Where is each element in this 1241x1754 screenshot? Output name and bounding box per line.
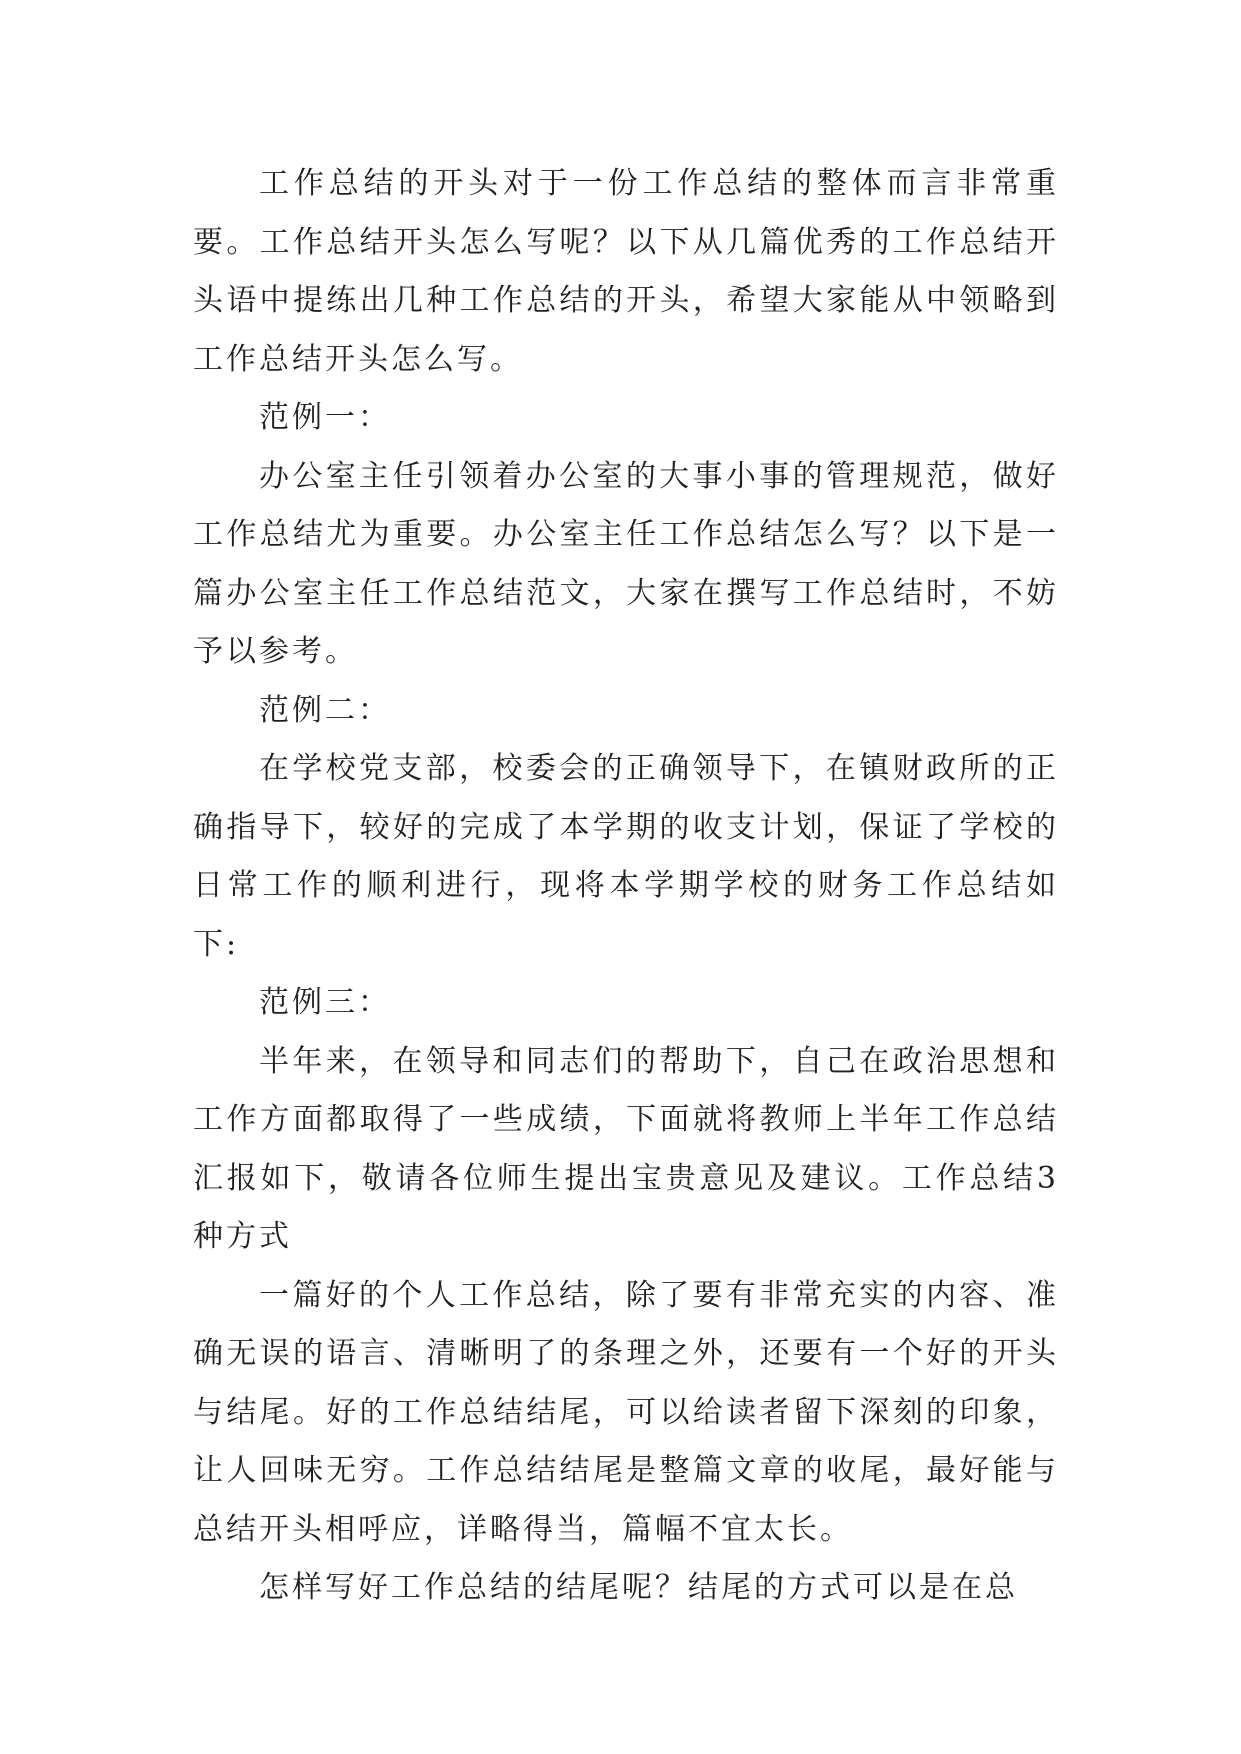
example-heading-3: 范例三： xyxy=(259,985,391,1020)
example-heading-1: 范例一： xyxy=(259,400,391,435)
document-body xyxy=(193,155,1059,1618)
paragraph-intro: 工作总结的开头对于一份工作总结的整体而言非常重要。工作总结开头怎么写呢？以下从几篇优秀的工作总结开头语中提练出几种工作总结的开头，希望大家能从中领略到工作总结开头怎么写。 xyxy=(193,166,1059,377)
paragraph-example-3: 半年来，在领导和同志们的帮助下，自己在政治思想和工作方面都取得了一些成绩，下面就将教师上半年工作总结汇报如下，敬请各位师生提出宝贵意见及建议。工作总结3种方式 xyxy=(193,1043,1059,1254)
example-heading-2: 范例二： xyxy=(259,692,391,728)
paragraph-example-1: 办公室主任引领着办公室的大事小事的管理规范，做好工作总结尤为重要。办公室主任工作总结怎么写？以下是一篇办公室主任工作总结范文，大家在撰写工作总结时，不妨予以参考。 xyxy=(193,458,1059,669)
paragraph-example-2: 在学校党支部，校委会的正确领导下，在镇财政所的正确指导下，较好的完成了本学期的收支计划，保证了学校的日常工作的顺利进行，现将本学期学校的财务工作总结如下: xyxy=(193,751,1059,962)
paragraph-ending-intro: 一篇好的个人工作总结，除了要有非常充实的内容、准确无误的语言、清晰明了的条理之外，还要有一个好的开头与结尾。好的工作总结结尾，可以给读者留下深刻的印象，让人回味无穷。工作总结结尾是整篇文章的收尾，最好能与总结开头相呼应，详略得当，篇幅不宜太长。 xyxy=(193,1277,1059,1547)
paragraph-ending-howto: 怎样写好工作总结的结尾呢？结尾的方式可以是在总 xyxy=(259,1570,1018,1605)
